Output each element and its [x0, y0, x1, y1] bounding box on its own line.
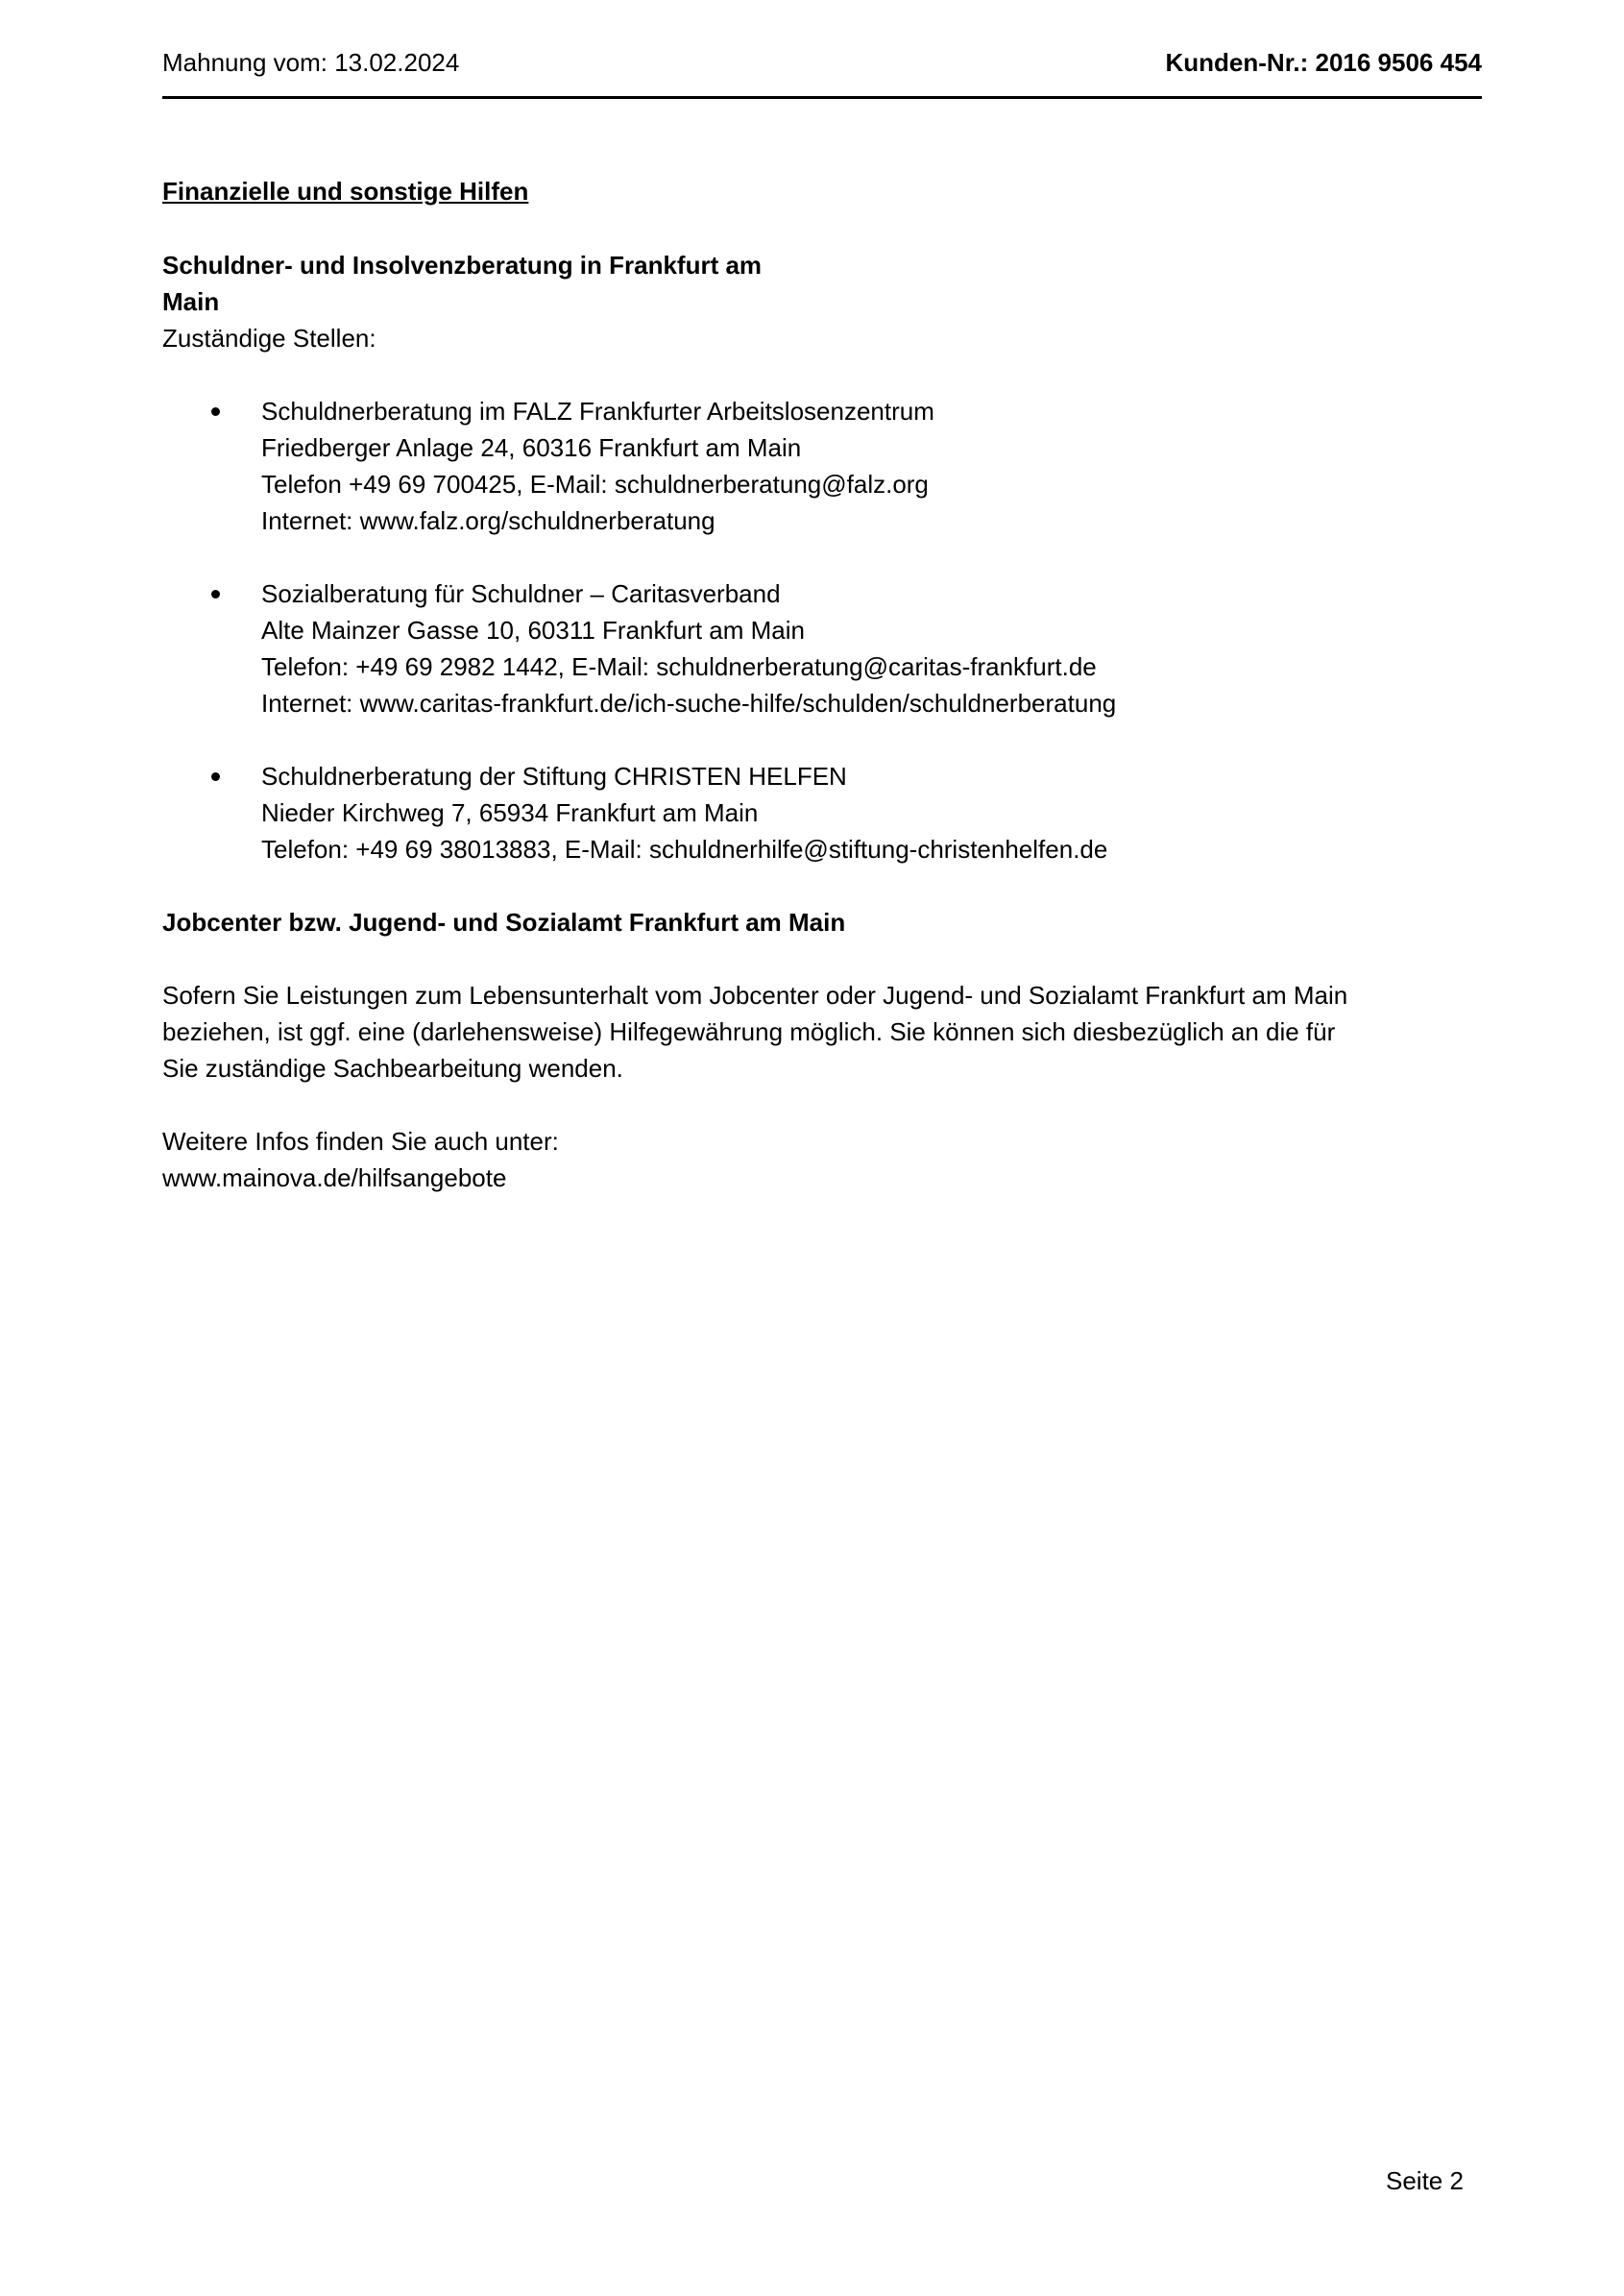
org-internet: Internet: www.falz.org/schuldnerberatung — [261, 506, 715, 535]
debt-counseling-heading — [162, 247, 854, 320]
org-contact: Telefon: +49 69 2982 1442, E-Mail: schuldnerberatung@caritas-frankfurt.de — [261, 652, 1097, 681]
org-address: Alte Mainzer Gasse 10, 60311 Frankfurt am Main — [261, 616, 805, 645]
reminder-date: Mahnung vom: 13.02.2024 — [162, 48, 460, 77]
document-body — [162, 173, 1482, 1196]
org-contact: Telefon +49 69 700425, E-Mail: schuldnerberatung@falz.org — [261, 470, 929, 499]
org-internet: Internet: www.caritas-frankfurt.de/ich-suche-hilfe/schulden/schuldnerberatung — [261, 689, 1117, 718]
debt-heading-line-1: Schuldner- und Insolvenzberatung in Frankfurt am — [162, 251, 763, 280]
paragraph-line: Sofern Sie Leistungen zum Lebensunterhalt vom Jobcenter oder Jugend- und Sozialamt Frankfurt am Main — [162, 981, 1348, 1010]
org-name: Schuldnerberatung der Stiftung CHRISTEN HELFEN — [261, 762, 847, 791]
org-address: Nieder Kirchweg 7, 65934 Frankfurt am Main — [261, 798, 759, 827]
paragraph-line: beziehen, ist ggf. eine (darlehensweise) Hilfegewährung möglich. Sie können sich diesbezüglich an die für — [162, 1017, 1336, 1046]
bullet-icon — [211, 407, 220, 416]
jobcenter-heading: Jobcenter bzw. Jugend- und Sozialamt Frankfurt am Main — [162, 908, 846, 937]
list-item — [162, 575, 1482, 721]
more-info-link[interactable]: www.mainova.de/hilfsangebote — [162, 1163, 507, 1192]
jobcenter-paragraph — [162, 977, 1488, 1087]
list-item — [162, 758, 1482, 867]
org-name: Schuldnerberatung im FALZ Frankfurter Arbeitslosenzentrum — [261, 397, 934, 426]
organization-list — [162, 393, 1482, 867]
bullet-icon — [211, 772, 220, 781]
org-name: Sozialberatung für Schuldner – Caritasverband — [261, 579, 781, 608]
section-title: Finanzielle und sonstige Hilfen — [162, 177, 529, 206]
debt-heading-line-2: Main — [162, 287, 220, 316]
paragraph-line: Sie zuständige Sachbearbeitung wenden. — [162, 1054, 623, 1083]
org-address: Friedberger Anlage 24, 60316 Frankfurt am Main — [261, 433, 802, 462]
customer-number: Kunden-Nr.: 2016 9506 454 — [1165, 48, 1482, 77]
page-number: Seite 2 — [1386, 2166, 1464, 2195]
list-item — [162, 393, 1482, 539]
responsible-label: Zuständige Stellen: — [162, 324, 376, 353]
bullet-icon — [211, 590, 220, 598]
more-info-label: Weitere Infos finden Sie auch unter: — [162, 1127, 559, 1156]
org-contact: Telefon: +49 69 38013883, E-Mail: schuldnerhilfe@stiftung-christenhelfen.de — [261, 835, 1108, 864]
page-header — [162, 48, 1482, 78]
header-divider — [162, 96, 1482, 99]
more-info — [162, 1123, 1482, 1196]
